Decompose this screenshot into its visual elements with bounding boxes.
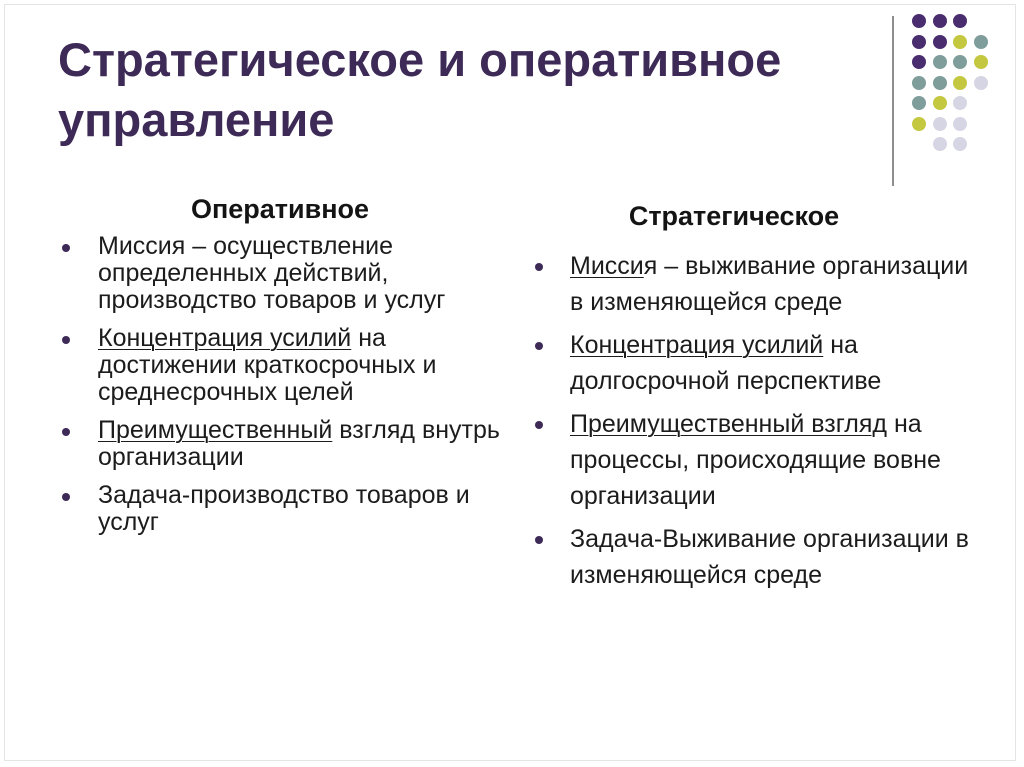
decorative-dot: [912, 55, 926, 69]
decorative-dot: [933, 96, 947, 110]
bullet-icon: [535, 263, 543, 271]
list-item: [60, 233, 500, 314]
strategic-heading: Стратегическое: [628, 201, 840, 231]
item-text: на процессы, происходящие вовне организации: [570, 410, 941, 510]
operational-heading: Оперативное: [190, 194, 370, 224]
list-item: [534, 248, 974, 320]
decorative-dot: [953, 76, 967, 90]
item-text: взгляд внутрь организации: [98, 416, 500, 471]
decorative-dot: [912, 96, 926, 110]
decorative-dot: [953, 96, 967, 110]
decorative-dot: [933, 55, 947, 69]
decorative-dot: [933, 137, 947, 151]
decorative-dot: [953, 55, 967, 69]
bullet-icon: [62, 428, 70, 436]
item-text: Задача-производство товаров и услуг: [98, 481, 470, 536]
strategic-list: [534, 248, 974, 593]
bullet-icon: [535, 342, 543, 350]
list-item: [534, 521, 974, 593]
item-text: Задача-Выживание организации в изменяющейся среде: [570, 525, 969, 589]
underlined-term: Концентрация усилий: [570, 331, 824, 359]
strategic-column: [534, 200, 974, 600]
item-text: я – выживание организации в изменяющейся среде: [570, 252, 969, 316]
bullet-icon: [62, 493, 70, 501]
bullet-icon: [535, 421, 543, 429]
decorative-dot: [953, 117, 967, 131]
decorative-dot: [933, 117, 947, 131]
list-item: [60, 417, 500, 471]
decorative-dot: [933, 14, 947, 28]
decorative-dot: [933, 76, 947, 90]
slide-title: Стратегическое и оперативное управление: [58, 33, 782, 146]
decorative-dot: [953, 35, 967, 49]
decorative-dot: [974, 55, 988, 69]
bullet-icon: [62, 336, 70, 344]
decorative-dot: [974, 76, 988, 90]
list-item: [534, 327, 974, 399]
item-text: на достижении краткосрочных и среднесрочных целей: [98, 324, 437, 406]
decorative-dot: [953, 14, 967, 28]
decorative-dot: [912, 76, 926, 90]
list-item: [60, 482, 500, 536]
decorative-dot: [912, 35, 926, 49]
decorative-dot: [912, 14, 926, 28]
underlined-term: Преимущественный взгляд: [570, 410, 887, 438]
list-item: [534, 406, 974, 514]
decorative-dot: [912, 117, 926, 131]
decorative-divider-line: [892, 16, 894, 186]
decorative-dot: [974, 35, 988, 49]
item-text: Миссия – осуществление определенных действий, производство товаров и услуг: [98, 232, 446, 314]
underlined-term: Преимущественный: [98, 416, 333, 444]
bullet-icon: [535, 536, 543, 544]
bullet-icon: [62, 244, 70, 252]
list-item: [60, 325, 500, 406]
operational-column: [60, 193, 500, 547]
underlined-term: Мисси: [570, 252, 644, 280]
decorative-dot: [953, 137, 967, 151]
decorative-dot: [933, 35, 947, 49]
operational-list: [60, 233, 500, 536]
underlined-term: Концентрация усилий: [98, 324, 352, 352]
item-text: на долгосрочной перспективе: [570, 331, 882, 395]
